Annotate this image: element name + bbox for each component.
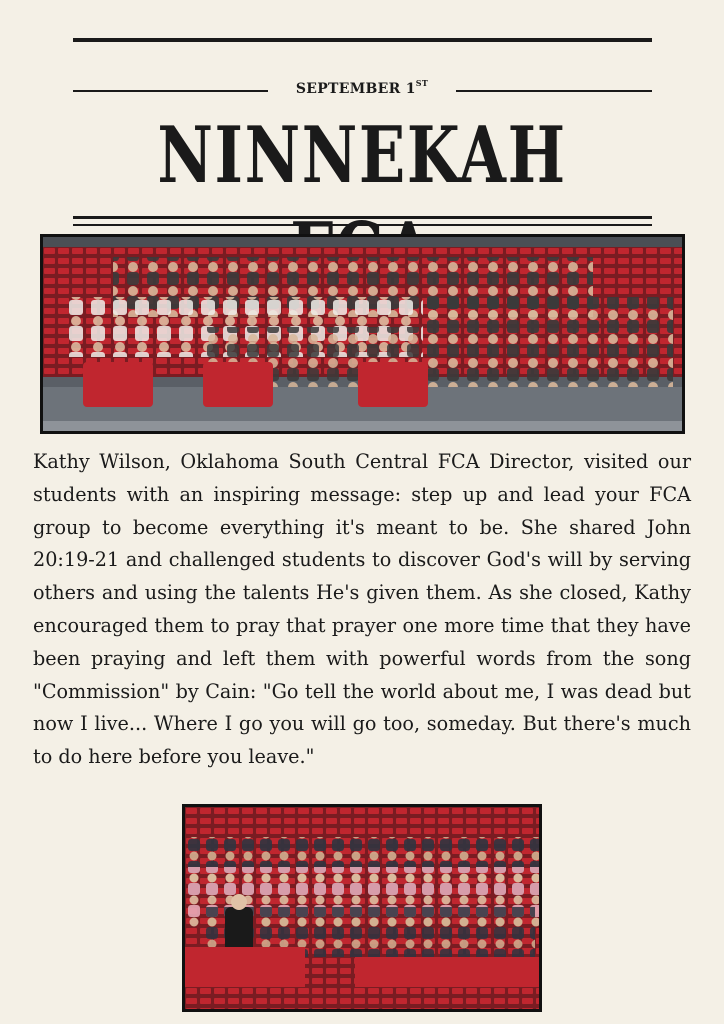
top-rule [73, 38, 652, 42]
bottom-group-photo [182, 804, 542, 1012]
date-rule-left [73, 90, 268, 92]
group-photo-stadium-icon [43, 237, 682, 431]
title-rule-lower [73, 224, 652, 226]
issue-date: SEPTEMBER 1ST [295, 78, 429, 97]
date-rule-right [456, 90, 652, 92]
top-group-photo [40, 234, 685, 434]
page-title: NINNEKAH [157, 110, 567, 201]
group-photo-bleachers-icon [185, 807, 539, 1009]
article-paragraph: Kathy Wilson, Oklahoma South Central FCA Director, visited our students with an inspiring message: step up and lead your FCA group to become everything it's meant to be. She shared John 20:19-21 and challenged students to discover God's will by serving others and using the talents He's given them. As she closed, Kathy encouraged them to pray that prayer one more time that they have been praying and left them with powerful words from the song "Commission" by Cain: "Go tell the world about me, I was dead but now I live... Where I go you will go too, someday. But there's much to do here before you leave." [33, 450, 691, 769]
title-rule-upper [73, 216, 652, 219]
